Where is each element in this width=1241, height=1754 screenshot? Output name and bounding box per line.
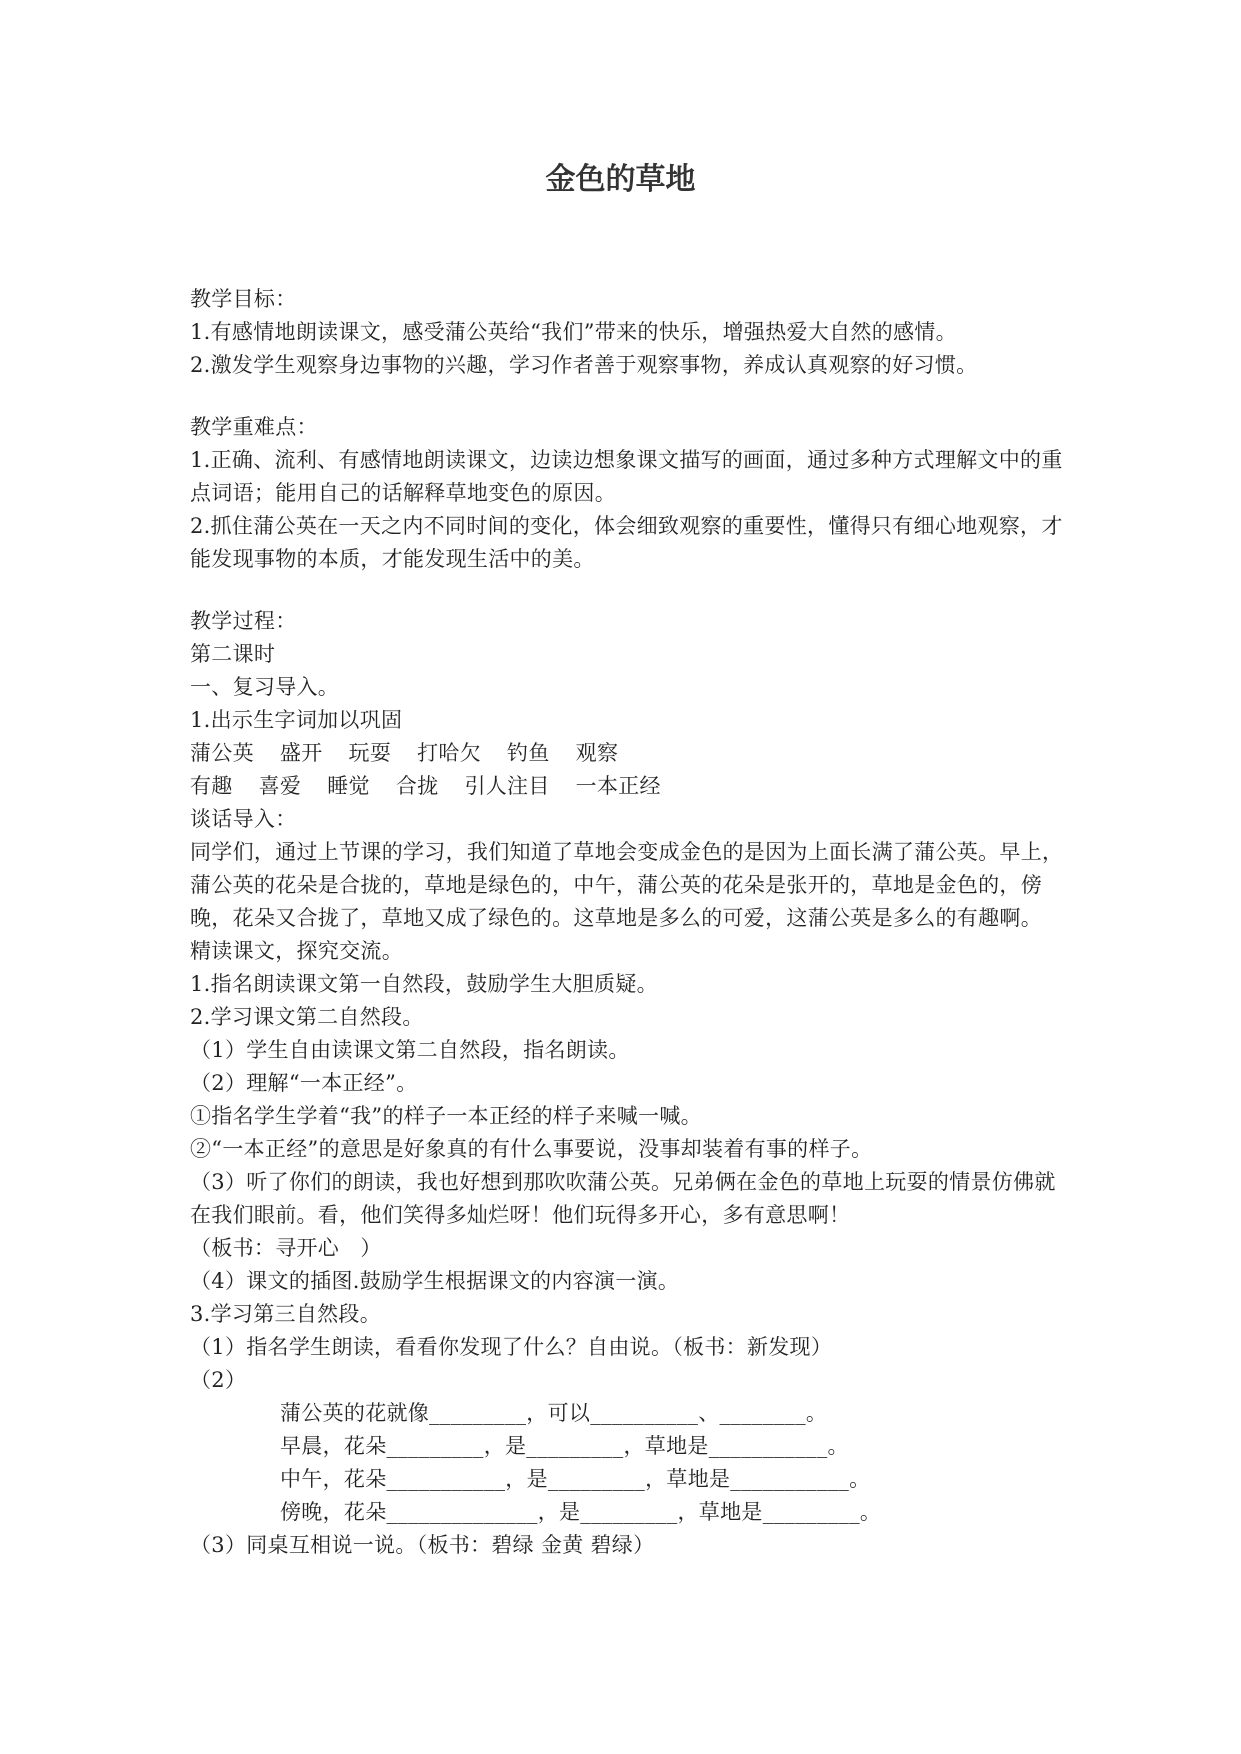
read-step-2b: （2）理解“一本正经”。 — [190, 1071, 418, 1095]
vocab-word: 蒲公英 — [190, 741, 254, 765]
document-body — [190, 283, 1070, 1562]
section-review: 一、复习导入。 — [190, 675, 340, 699]
read-step-2a: （1）学生自由读课文第二自然段，指名朗读。 — [190, 1038, 630, 1062]
read-step-2b1: ①指名学生学着“我”的样子一本正经的样子来喊一喊。 — [190, 1104, 702, 1128]
read-step-3: 3.学习第三自然段。 — [190, 1302, 382, 1326]
read-step-3a: （1）指名学生朗读，看看你发现了什么？自由说。（板书：新发现） — [190, 1335, 833, 1359]
talk-paragraph: 同学们，通过上节课的学习，我们知道了草地会变成金色的是因为上面长满了蒲公英。早上，蒲公英的花朵是合拢的，草地是绿色的，中午，蒲公英的花朵是张开的，草地是金色的，傍晚，花朵又合拢了，草地又成了绿色的。这草地是多么的可爱，这蒲公英是多么的有趣啊。 — [190, 840, 1064, 930]
lesson-label: 第二课时 — [190, 642, 276, 666]
talk-heading: 谈话导入： — [190, 807, 297, 831]
vocab-word: 睡觉 — [327, 774, 370, 798]
vocab-word: 引人注目 — [464, 774, 550, 798]
keypoints-heading: 教学重难点： — [190, 415, 318, 439]
read-step-3b: （2） — [190, 1368, 247, 1392]
read-step-2d: （4）课文的插图.鼓励学生根据课文的内容演一演。 — [190, 1269, 680, 1293]
vocab-row-1 — [190, 737, 1070, 770]
vocab-word: 有趣 — [190, 774, 233, 798]
goals-heading: 教学目标： — [190, 287, 297, 311]
vocab-word: 盛开 — [279, 741, 323, 765]
fill-blank-4: 傍晚，花朵______________，是_________，草地是_________。 — [280, 1500, 882, 1524]
board-note: （板书：寻开心 ） — [190, 1236, 382, 1260]
spacer — [190, 382, 1070, 411]
read-step-1: 1.指名朗读课文第一自然段，鼓励学生大胆质疑。 — [190, 972, 658, 996]
vocab-word: 玩耍 — [348, 741, 392, 765]
goal-item-2: 2.激发学生观察身边事物的兴趣，学习作者善于观察事物，养成认真观察的好习惯。 — [190, 353, 978, 377]
spacer — [190, 576, 1070, 605]
keypoint-item-2: 2.抓住蒲公英在一天之内不同时间的变化，体会细致观察的重要性，懂得只有细心地观察，才能发现事物的本质，才能发现生活中的美。 — [190, 514, 1063, 571]
step-vocab: 1.出示生字词加以巩固 — [190, 708, 403, 732]
vocab-word: 观察 — [575, 741, 619, 765]
read-step-2: 2.学习课文第二自然段。 — [190, 1005, 424, 1029]
vocab-row-2 — [190, 770, 1070, 803]
read-step-2c: （3）听了你们的朗读，我也好想到那吹吹蒲公英。兄弟俩在金色的草地上玩耍的情景仿佛就在我们眼前。看，他们笑得多灿烂呀！他们玩得多开心，多有意思啊！ — [190, 1170, 1056, 1227]
goal-item-1: 1.有感情地朗读课文，感受蒲公英给“我们”带来的快乐，增强热爱大自然的感情。 — [190, 320, 957, 344]
vocab-word: 合拢 — [395, 774, 439, 798]
fill-blank-1: 蒲公英的花就像_________，可以__________、________。 — [280, 1401, 828, 1425]
vocab-word: 喜爱 — [258, 774, 302, 798]
vocab-word: 打哈欠 — [417, 741, 482, 765]
read-step-3c: （3）同桌互相说一说。（板书：碧绿 金黄 碧绿） — [190, 1533, 655, 1557]
read-heading: 精读课文，探究交流。 — [190, 939, 403, 963]
vocab-word: 一本正经 — [575, 774, 661, 798]
page-title: 金色的草地 — [545, 162, 696, 197]
fill-blank-2: 早晨，花朵_________，是_________，草地是___________。 — [280, 1434, 849, 1458]
process-heading: 教学过程： — [190, 609, 297, 633]
vocab-word: 钓鱼 — [507, 741, 550, 765]
fill-blank-3: 中午，花朵___________，是_________，草地是___________。 — [280, 1467, 871, 1491]
read-step-2b2: ②“一本正经”的意思是好象真的有什么事要说，没事却装着有事的样子。 — [190, 1137, 873, 1161]
keypoint-item-1: 1.正确、流利、有感情地朗读课文，边读边想象课文描写的画面，通过多种方式理解文中的重点词语；能用自己的话解释草地变色的原因。 — [190, 448, 1063, 505]
